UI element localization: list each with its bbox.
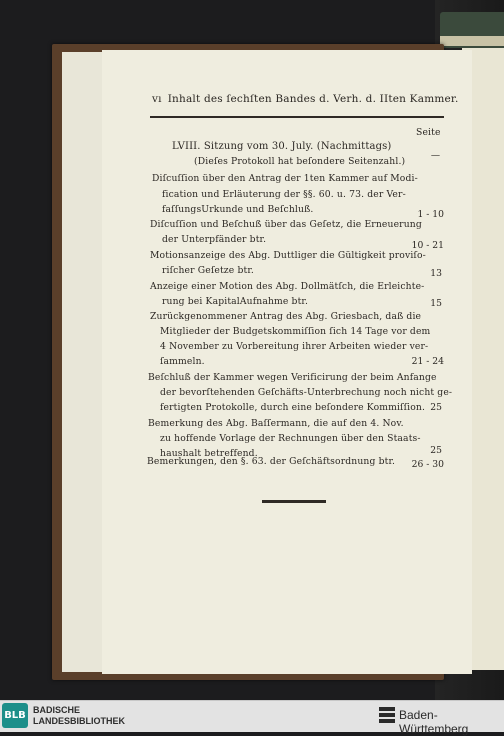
entry-line: (Dieſes Protokoll hat beſondere Seitenzahl.): [194, 156, 406, 167]
spine-band: [440, 36, 504, 46]
entry-page: 15: [430, 298, 442, 309]
entry-line: Diſcuſſion und Beſchuß über das Geſetz, die Erneuerung: [150, 219, 422, 230]
blb-logo-text: BLB: [4, 710, 26, 721]
entry-line: rung bei KapitalAufnahme btr.: [162, 296, 309, 307]
entry-line: Zurückgenommener Antrag des Abg. Griesbach, daß die: [150, 311, 422, 322]
entry-line: Bemerkungen, den §. 63. der Geſchäftsordnung btr.: [147, 456, 396, 467]
entry-line: LVIII. Sitzung vom 30. July. (Nachmittags): [172, 141, 392, 152]
running-head: [152, 93, 459, 105]
closing-mark: [262, 500, 326, 503]
entry-page: 25: [430, 402, 442, 413]
entry-page: 26 - 30: [411, 459, 444, 470]
entry-page: 1 - 10: [417, 209, 444, 220]
entry-line: der Unterpfänder btr.: [162, 234, 267, 245]
column-header-seite: Seite: [416, 127, 441, 138]
entry-line: faſſungsUrkunde und Beſchluß.: [162, 204, 314, 215]
blb-logo-icon: [2, 703, 28, 728]
entry-page: 10 - 21: [411, 240, 444, 251]
baden-wuerttemberg-lions-icon: [378, 705, 396, 725]
left-page-edge: [62, 52, 104, 672]
entry-line: riſcher Geſetze btr.: [162, 265, 254, 276]
entry-line: haushalt betreffend.: [160, 448, 258, 459]
region-name: Baden-Württemberg: [399, 708, 469, 736]
library-name: [33, 705, 125, 727]
entry-page: 13: [430, 268, 442, 279]
entry-line: ſammeln.: [160, 356, 205, 367]
header-rule: [150, 116, 444, 118]
library-name-line2: LANDESBIBLIOTHEK: [33, 716, 125, 726]
entry-line: fertigten Protokolle, durch eine beſondere Kommiſſion.: [160, 402, 426, 413]
entry-page: 21 - 24: [411, 356, 444, 367]
entry-line: Diſcuſſion über den Antrag der 1ten Kammer auf Modi-: [152, 173, 418, 184]
entry-line: zu hoffende Vorlage der Rechnungen über den Staats-: [160, 433, 421, 444]
entry-line: 4 November zu Vorbereitung ihrer Arbeiten wieder ver-: [160, 341, 429, 352]
library-name-line1: BADISCHE: [33, 705, 81, 715]
entry-line: Mitglieder der Budgetskommiſſion ſich 14 Tage vor dem: [160, 326, 431, 337]
running-head-title: Inhalt des ſechſten Bandes d. Verh. d. IIten Kammer.: [167, 93, 459, 105]
entry-page: 25: [430, 445, 442, 456]
entry-line: Anzeige einer Motion des Abg. Dollmätſch, die Erleichte-: [150, 281, 425, 292]
entry-line: Motionsanzeige des Abg. Duttliger die Gültigkeit proviſo-: [150, 250, 426, 261]
entry-line: fication und Erläuterung der §§. 60. u. 73. der Ver-: [162, 189, 406, 200]
entry-line: Beſchluß der Kammer wegen Verificirung der beim Anfange: [148, 372, 437, 383]
entry-line: der bevorſtehenden Geſchäfts-Unterbrechung noch nicht ge-: [160, 387, 453, 398]
page-number: vı: [152, 93, 162, 105]
entry-line: Bemerkung des Abg. Baſſermann, die auf den 4. Nov.: [148, 418, 404, 429]
entry-page: —: [430, 150, 440, 161]
